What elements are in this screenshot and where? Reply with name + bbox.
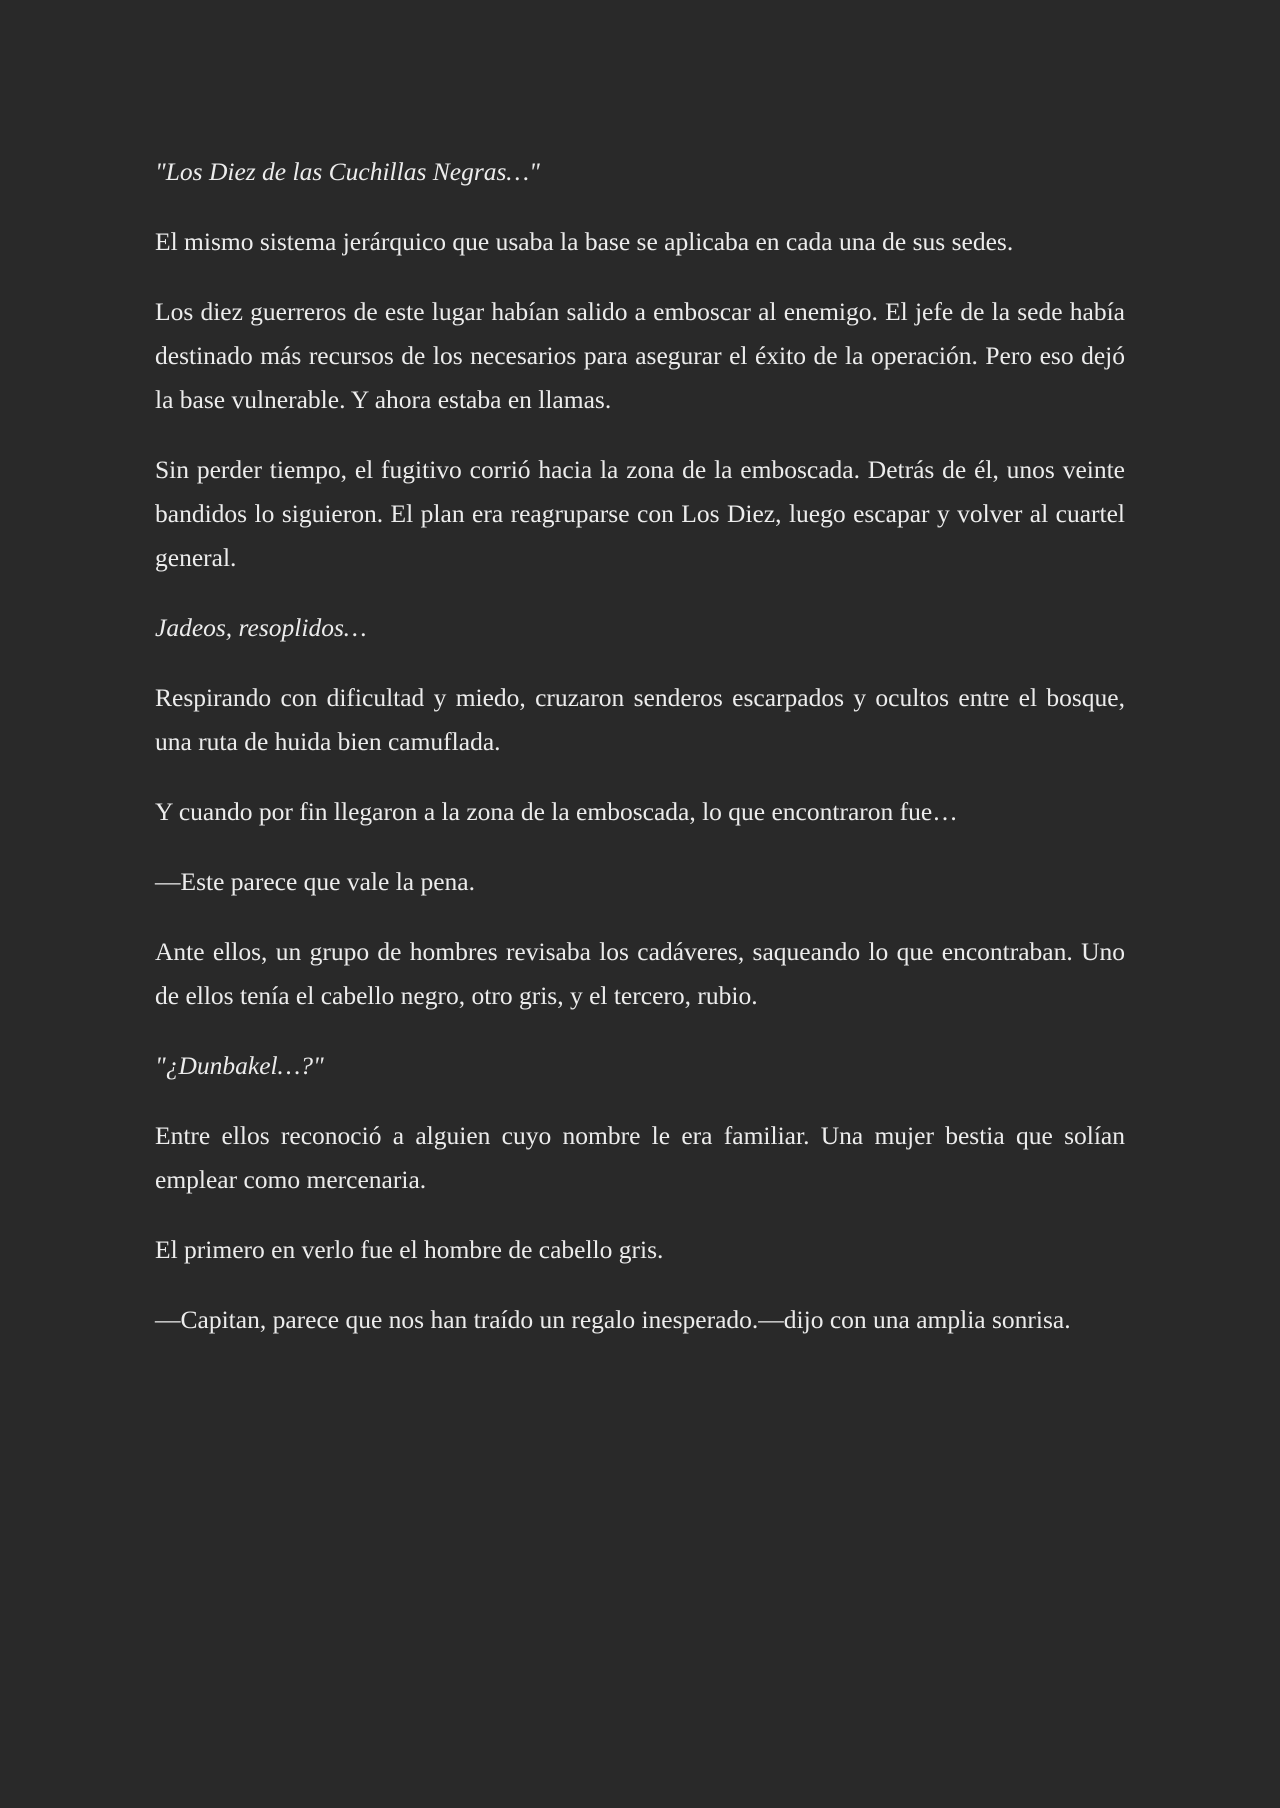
paragraph: Respirando con dificultad y miedo, cruzaron senderos escarpados y ocultos entre el bosque, una ruta de huida bien camuflada.: [155, 683, 1125, 756]
paragraph: Entre ellos reconoció a alguien cuyo nombre le era familiar. Una mujer bestia que solían emplear como mercenaria.: [155, 1121, 1125, 1194]
paragraph-dialogue: —Capitan, parece que nos han traído un regalo inesperado.—dijo con una amplia sonrisa.: [155, 1305, 1071, 1334]
paragraph-thought-los-diez: "Los Diez de las Cuchillas Negras…": [155, 157, 540, 186]
paragraph-dialogue: —Este parece que vale la pena.: [155, 867, 475, 896]
paragraph: El primero en verlo fue el hombre de cabello gris.: [155, 1235, 664, 1264]
paragraph: Ante ellos, un grupo de hombres revisaba los cadáveres, saqueando lo que encontraban. Uno de ellos tenía el cabello negro, otro gris, y el tercero, rubio.: [155, 937, 1125, 1010]
paragraph-thought-dunbakel: "¿Dunbakel…?": [155, 1051, 324, 1080]
paragraph: Los diez guerreros de este lugar habían salido a emboscar al enemigo. El jefe de la sede había destinado más recursos de los necesarios para asegurar el éxito de la operación. Pero eso dejó la base vulnerable. Y ahora estaba en llamas.: [155, 297, 1125, 414]
paragraph: Sin perder tiempo, el fugitivo corrió hacia la zona de la emboscada. Detrás de él, unos veinte bandidos lo siguieron. El plan era reagruparse con Los Diez, luego escapar y volver al cuartel general.: [155, 455, 1125, 572]
paragraph: El mismo sistema jerárquico que usaba la base se aplicaba en cada una de sus sedes.: [155, 227, 1014, 256]
paragraph: Y cuando por fin llegaron a la zona de la emboscada, lo que encontraron fue…: [155, 797, 958, 826]
paragraph-thought-jadeos: Jadeos, resoplidos…: [155, 613, 367, 642]
